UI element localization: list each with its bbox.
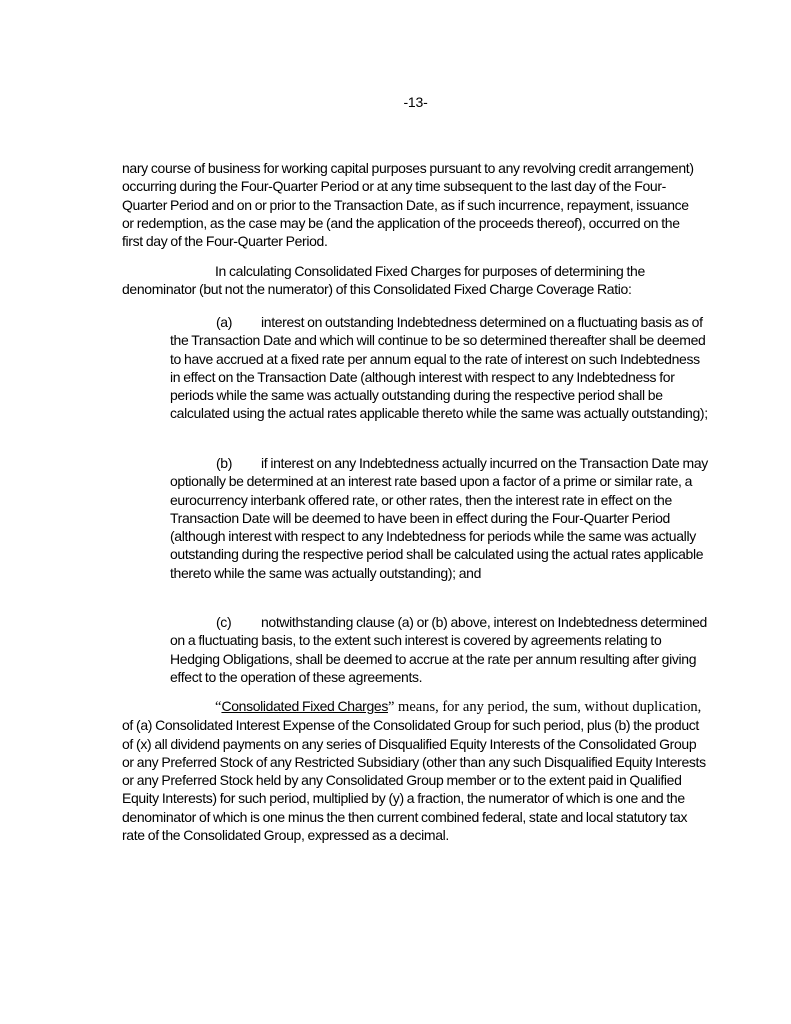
clause-c-text: notwithstanding clause (a) or (b) above, interest on Indebtedness determined on a fluctuating basis, to the extent such interest is covered by agreements relating to Hedging Obligations, shall be deemed to accrue at the rate per annum resulting after giving effect to the operation of these agreements. — [170, 614, 707, 685]
clause-c-label: (c) — [216, 614, 232, 630]
clause-c — [170, 613, 710, 686]
definition-body: of (a) Consolidated Interest Expense of the Consolidated Group for such period, plus (b) the product of (x) all dividend payments on any series of Disqualified Equity Interests of the Consolidated Group or any Preferred Stock of any Restricted Subsidiary (other than any such Disqualified Equity Interests or any Preferred Stock held by any Consolidated Group member or to the extent paid in Qualified Equity Interests) for such period, multiplied by (y) a fraction, the numerator of which is one and the denominator of which is one minus the then current combined federal, state and local statutory tax rate of the Consolidated Group, expressed as a decimal. — [122, 717, 706, 844]
clause-a — [170, 313, 710, 423]
paragraph-calculating-fixed-charges: In calculating Consolidated Fixed Charges for purposes of determining the denominator (but not the numerator) of this Consolidated Fixed Charge Coverage Ratio: — [122, 263, 645, 298]
clause-b-text: if interest on any Indebtedness actually incurred on the Transaction Date may optionally be determined at an interest rate based upon a factor of a prime or similar rate, a eurocurrency interbank offered rate, or other rates, then the interest rate in effect on the Transaction Date will be deemed to have been in effect during the Four-Quarter Period (although interest with respect to any Indebtedness for periods while the same was actually outstanding during the respective period shall be calculated using the actual rates applicable thereto while the same was actually outstanding); and — [170, 455, 708, 581]
definition-open-quote: “ — [215, 699, 222, 715]
clause-a-label: (a) — [216, 314, 233, 330]
clause-a-text: interest on outstanding Indebtedness determined on a fluctuating basis as of the Transaction Date and which will continue to be so determined thereafter shall be deemed to have accrued at a fixed rate per annum equal to the rate of interest on such Indebtedness in effect on the Transaction Date (although interest with respect to any Indebtedness for periods while the same was actually outstanding during the respective period shall be calculated using the actual rates applicable thereto while the same was actually outstanding); — [170, 314, 708, 422]
page-number: -13- — [403, 94, 428, 110]
clause-b-label: (b) — [216, 455, 233, 471]
paragraph-continuation: nary course of business for working capital purposes pursuant to any revolving credit arrangement) occurring during the Four-Quarter Period or at any time subsequent to the last day of the Four-Quarter Period and on or prior to the Transaction Date, as if such incurrence, repayment, issuance or redemption, as the case may be (and the application of the proceeds thereof), occurred on the first day of the Four-Quarter Period. — [122, 160, 694, 250]
definition-consolidated-fixed-charges — [122, 697, 710, 844]
definition-intro: ” means, for any period, the sum, without duplication, — [388, 699, 702, 715]
definition-term: Consolidated Fixed Charges — [221, 698, 388, 714]
clause-b — [170, 454, 710, 582]
